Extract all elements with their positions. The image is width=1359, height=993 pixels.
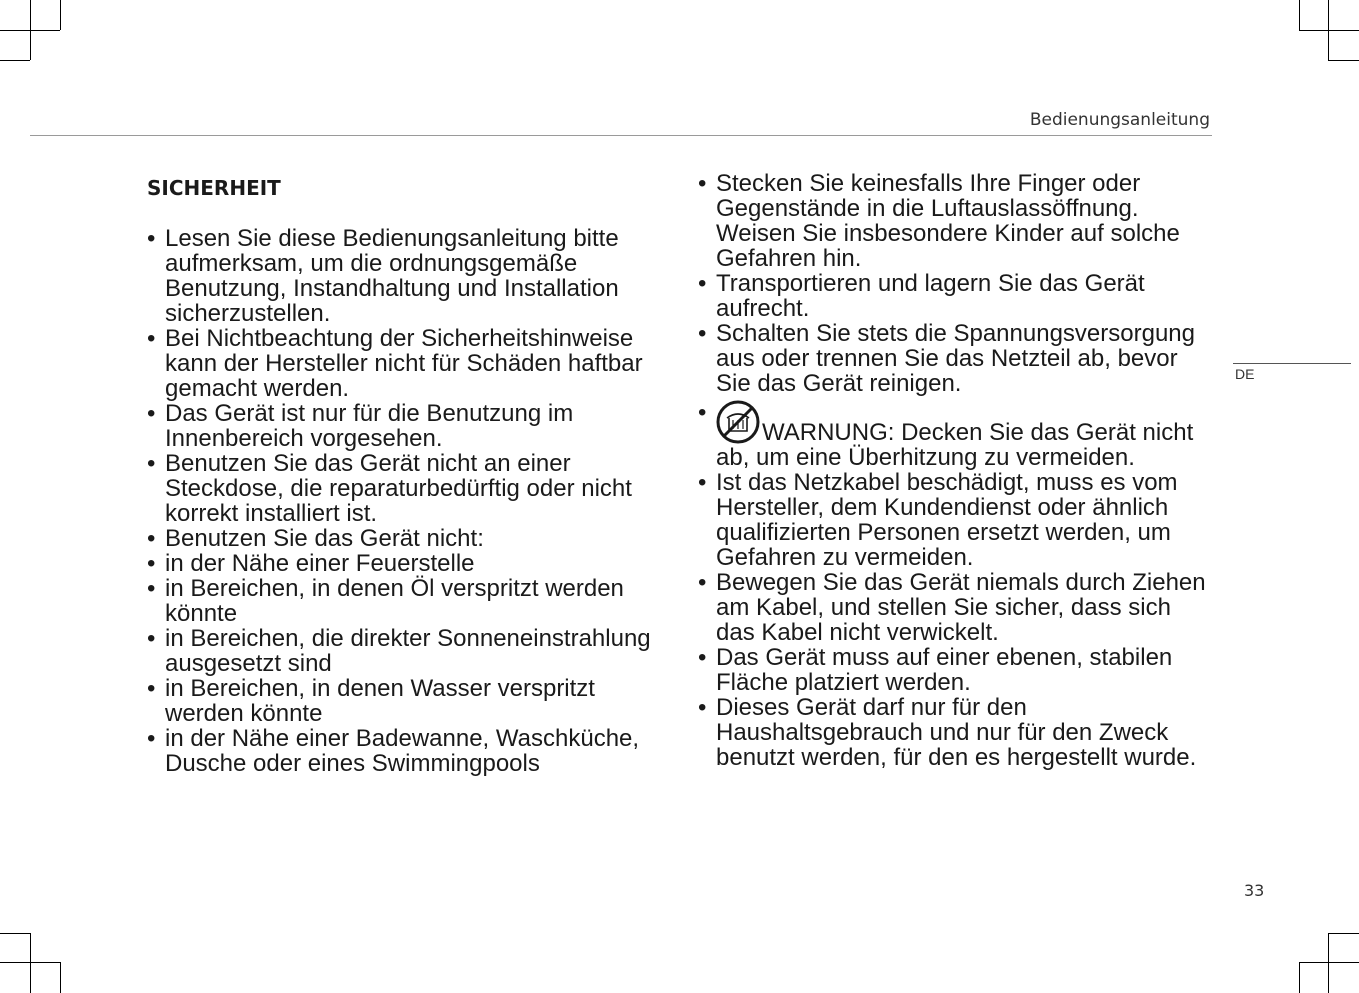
crop-mark [1328,933,1359,934]
list-item: • Das Gerät muss auf einer ebenen, stabilen Fläche platziert werden. [696,645,1216,695]
page-number: 33 [1244,881,1265,900]
crop-mark [1299,962,1300,993]
list-item: • Bewegen Sie das Gerät niemals durch Ziehen am Kabel, und stellen Sie sicher, dass sich das Kabel nicht verwickelt. [696,570,1216,645]
warning-item [696,400,1216,470]
crop-mark [0,933,30,934]
list-item: • in der Nähe einer Badewanne, Waschküche, Dusche oder eines Swimmingpools [145,726,670,776]
list-item: • Das Gerät ist nur für die Benutzung im Innenbereich vorgesehen. [145,401,670,451]
list-item: • Transportieren und lagern Sie das Gerät aufrecht. [696,271,1216,321]
header-divider [30,135,1212,136]
list-item: • in Bereichen, in denen Öl verspritzt werden könnte [145,576,670,626]
crop-mark [0,962,60,963]
language-tab-label: DE [1235,366,1255,382]
list-item: • Lesen Sie diese Bedienungsanleitung bitte aufmerksam, um die ordnungsgemäße Benutzung, Instandhaltung und Installation sicherzustellen. [145,226,670,326]
crop-mark [1328,60,1359,61]
right-bullet-list [696,171,1216,770]
warning-text: WARNUNG: Decken Sie das Gerät nicht ab, um eine Überhitzung zu vermeiden. [716,419,1194,471]
list-item: • Stecken Sie keinesfalls Ihre Finger oder Gegenstände in die Luftauslassöffnung. Weisen Sie insbesondere Kinder auf solche Gefahren hin. [696,171,1216,271]
list-item: • in Bereichen, die direkter Sonneneinstrahlung ausgesetzt sind [145,626,670,676]
list-item: • in Bereichen, in denen Wasser verspritzt werden könnte [145,676,670,726]
crop-mark [0,60,30,61]
left-column [145,176,670,776]
crop-mark [0,30,60,31]
section-title: SICHERHEIT [147,176,281,200]
crop-mark [60,962,61,993]
language-tab-divider [1233,363,1351,364]
list-item: • in der Nähe einer Feuerstelle [145,551,670,576]
crop-mark [30,933,31,993]
list-item: • Bei Nichtbeachtung der Sicherheitshinweise kann der Hersteller nicht für Schäden haftbar gemacht werden. [145,326,670,401]
left-bullet-list [145,226,670,776]
crop-mark [1299,962,1359,963]
list-item: • Schalten Sie stets die Spannungsversorgung aus oder trennen Sie das Netzteil ab, bevor Sie das Gerät reinigen. [696,321,1216,396]
list-item: • Benutzen Sie das Gerät nicht an einer Steckdose, die reparaturbedürftig oder nicht korrekt installiert ist. [145,451,670,526]
crop-mark [1328,933,1329,993]
list-item: • Dieses Gerät darf nur für den Haushaltsgebrauch und nur für den Zweck benutzt werden, für den es hergestellt wurde. [696,695,1216,770]
crop-mark [60,0,61,30]
list-item: • Ist das Netzkabel beschädigt, muss es vom Hersteller, dem Kundendienst oder ähnlich qualifizierten Personen ersetzt werden, um Gefahren zu vermeiden. [696,470,1216,570]
crop-mark [1299,0,1300,30]
header-title: Bedienungsanleitung [1029,110,1210,130]
right-column [696,171,1216,770]
list-item: • Benutzen Sie das Gerät nicht: [145,526,670,551]
crop-mark [1299,30,1359,31]
do-not-cover-icon [716,400,760,444]
